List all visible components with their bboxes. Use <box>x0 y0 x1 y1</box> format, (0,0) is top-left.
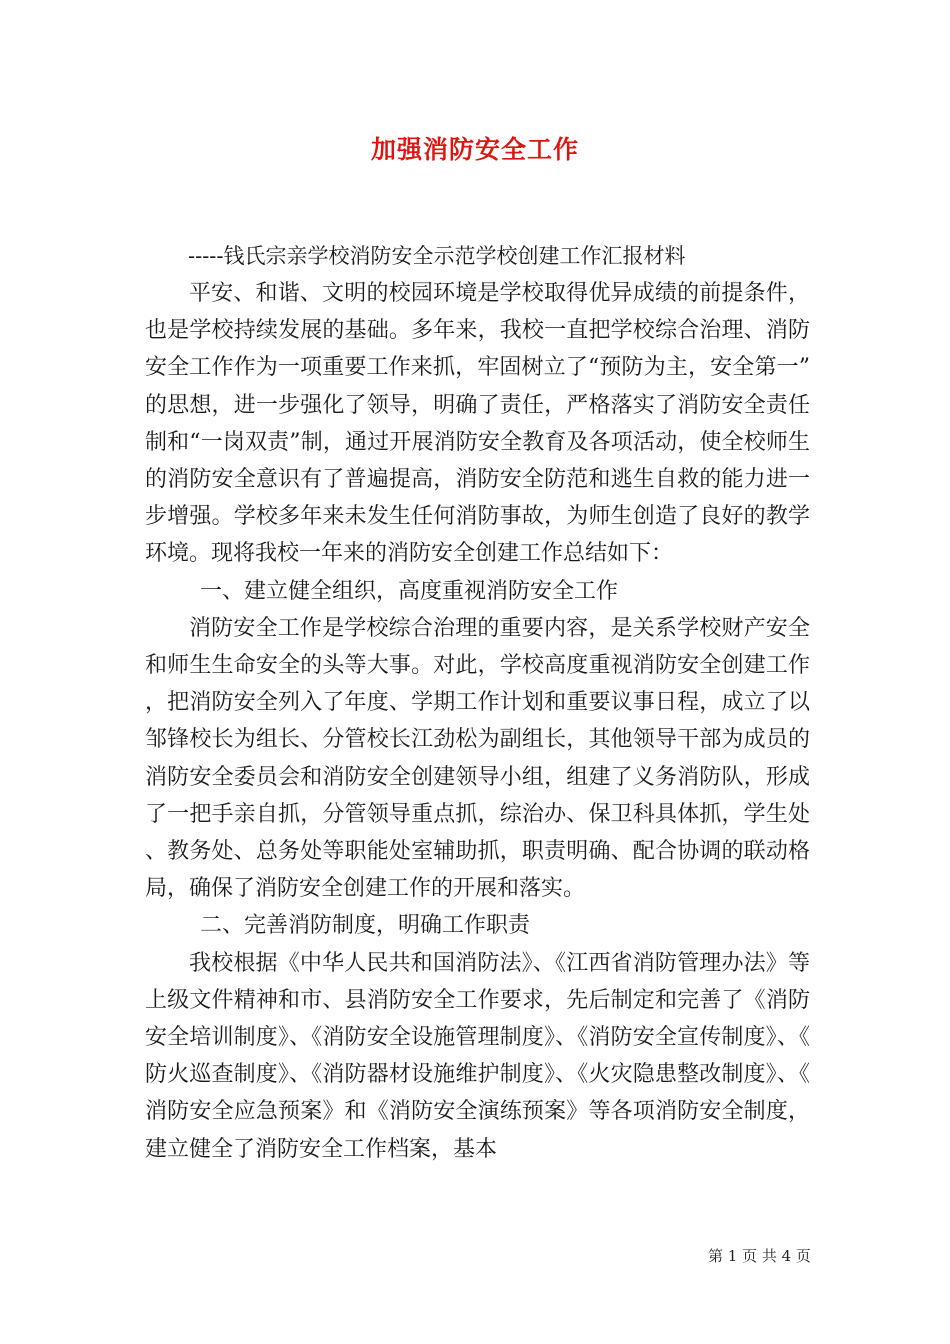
section-heading: 一、建立健全组织，高度重视消防安全工作 <box>200 578 619 604</box>
body-paragraph: 平安、和谐、文明的校园环境是学校取得优异成绩的前提条件，也是学校持续发展的基础。多年来，我校一直把学校综合治理、消防安全工作作为一项重要工作来抓，牢固树立了“预防为主，安全第一”的思想，进一步强化了领导，明确了责任，严格落实了消防安全责任制和“一岗双责”制，通过开展消防安全教育及各项活动，使全校师生的消防安全意识有了普遍提高，消防安全防范和逃生自救的能力进一步增强。学校多年来未发生任何消防事故，为师生创造了良好的教学环境。现将我校一年来的消防安全创建工作总结如下： <box>145 281 810 567</box>
document-title: 加强消防安全工作 <box>370 135 579 164</box>
page-number: 第 1 页 共 4 页 <box>708 1247 811 1265</box>
document-subtitle: -----钱氏宗亲学校消防安全示范学校创建工作汇报材料 <box>188 244 686 268</box>
body-paragraph: 消防安全工作是学校综合治理的重要内容，是关系学校财产安全和师生生命安全的头等大事。对此，学校高度重视消防安全创建工作，把消防安全列入了年度、学期工作计划和重要议事日程，成立了以邹锋校长为组长、分管校长江劲松为副组长，其他领导干部为成员的消防安全委员会和消防安全创建领导小组，组建了义务消防队，形成了一把手亲自抓，分管领导重点抓，综治办、保卫科具体抓，学生处、教务处、总务处等职能处室辅助抓，职责明确、配合协调的联动格局，确保了消防安全创建工作的开展和落实。 <box>145 615 810 902</box>
body-paragraph: 我校根据《中华人民共和国消防法》、《江西省消防管理办法》等上级文件精神和市、县消防安全工作要求，先后制定和完善了《消防安全培训制度》、《消防安全设施管理制度》、《消防安全宣传制度》、《防火巡查制度》、《消防器材设施维护制度》、《火灾隐患整改制度》、《消防安全应急预案》和《消防安全演练预案》等各项消防安全制度，建立健全了消防安全工作档案，基本 <box>145 950 810 1162</box>
section-heading: 二、完善消防制度，明确工作职责 <box>200 913 531 939</box>
document-body <box>145 275 810 1168</box>
